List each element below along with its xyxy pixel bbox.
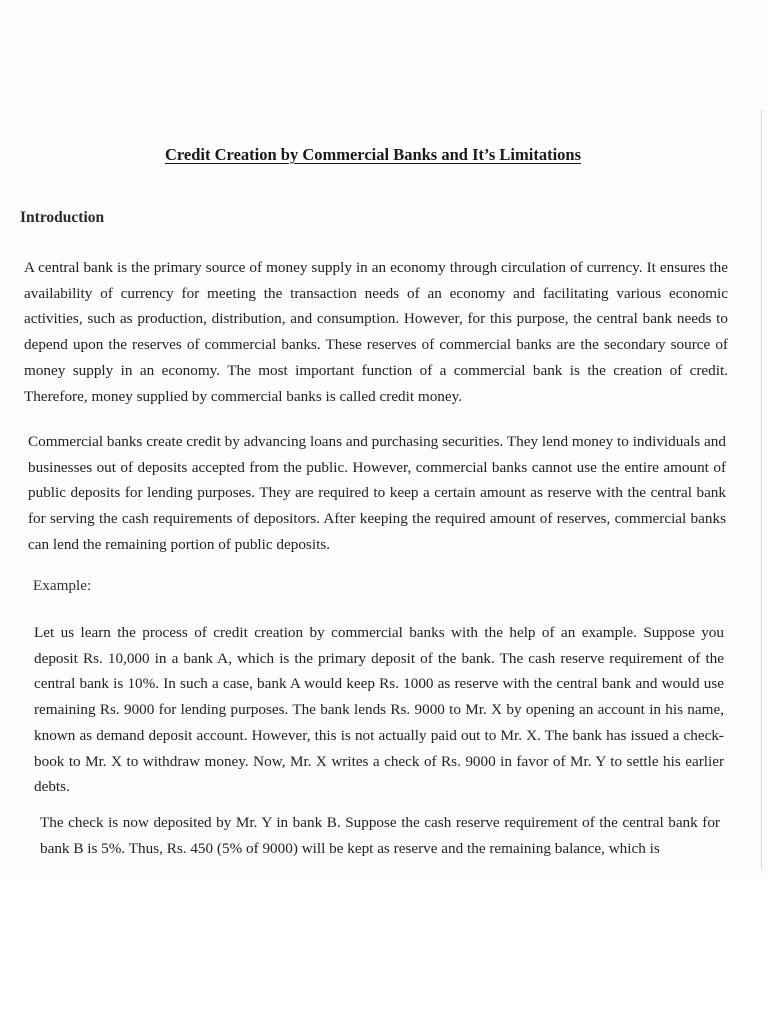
section-heading-introduction: Introduction — [20, 209, 105, 226]
paragraph-example: Let us learn the process of credit creation by commercial banks with the help of an example. Suppose you deposit Rs. 10,000 in a bank A, which is the primary deposit of the bank. The cash reserve requirement of the central bank is 10%. In such a case, bank A would keep Rs. 1000 as reserve with the central bank and would use remaining Rs. 9000 for lending purposes. The bank lends Rs. 9000 to Mr. X by opening an account in his name, known as demand deposit account. However, this is not actually paid out to Mr. X. The bank has issued a check-book to Mr. X to withdraw money. Now, Mr. X writes a check of Rs. 9000 in favor of Mr. Y to settle his earlier debts. — [34, 624, 724, 796]
example-label: Example: — [33, 577, 92, 594]
paragraph-commercial-banks: Commercial banks create credit by advancing loans and purchasing securities. They lend money to individuals and businesses out of deposits accepted from the public. However, commercial banks cannot use the entire amount of public deposits for lending purposes. They are required to keep a certain amount as reserve with the central bank for serving the cash requirements of depositors. After keeping the required amount of reserves, commercial banks can lend the remaining portion of public deposits. — [28, 433, 726, 553]
page-edge-line — [761, 110, 762, 870]
page-bottom-margin — [0, 880, 768, 1024]
paragraph-central-bank: A central bank is the primary source of money supply in an economy through circulation of currency. It ensures the availability of currency for meeting the transaction needs of an economy and facilitating various economic activities, such as production, distribution, and consumption. However, for this purpose, the central bank needs to depend upon the reserves of commercial banks. These reserves of commercial banks are the secondary source of money supply in an economy. The most important function of a commercial bank is the creation of credit. Therefore, money supplied by commercial banks is called credit money. — [24, 259, 728, 405]
paragraph-check-deposit: The check is now deposited by Mr. Y in bank B. Suppose the cash reserve requirement of the central bank for bank B is 5%. Thus, Rs. 450 (5% of 9000) will be kept as reserve and the remaining balance, which is — [40, 814, 720, 857]
document-title: Credit Creation by Commercial Banks and It’s Limitations — [164, 145, 582, 164]
